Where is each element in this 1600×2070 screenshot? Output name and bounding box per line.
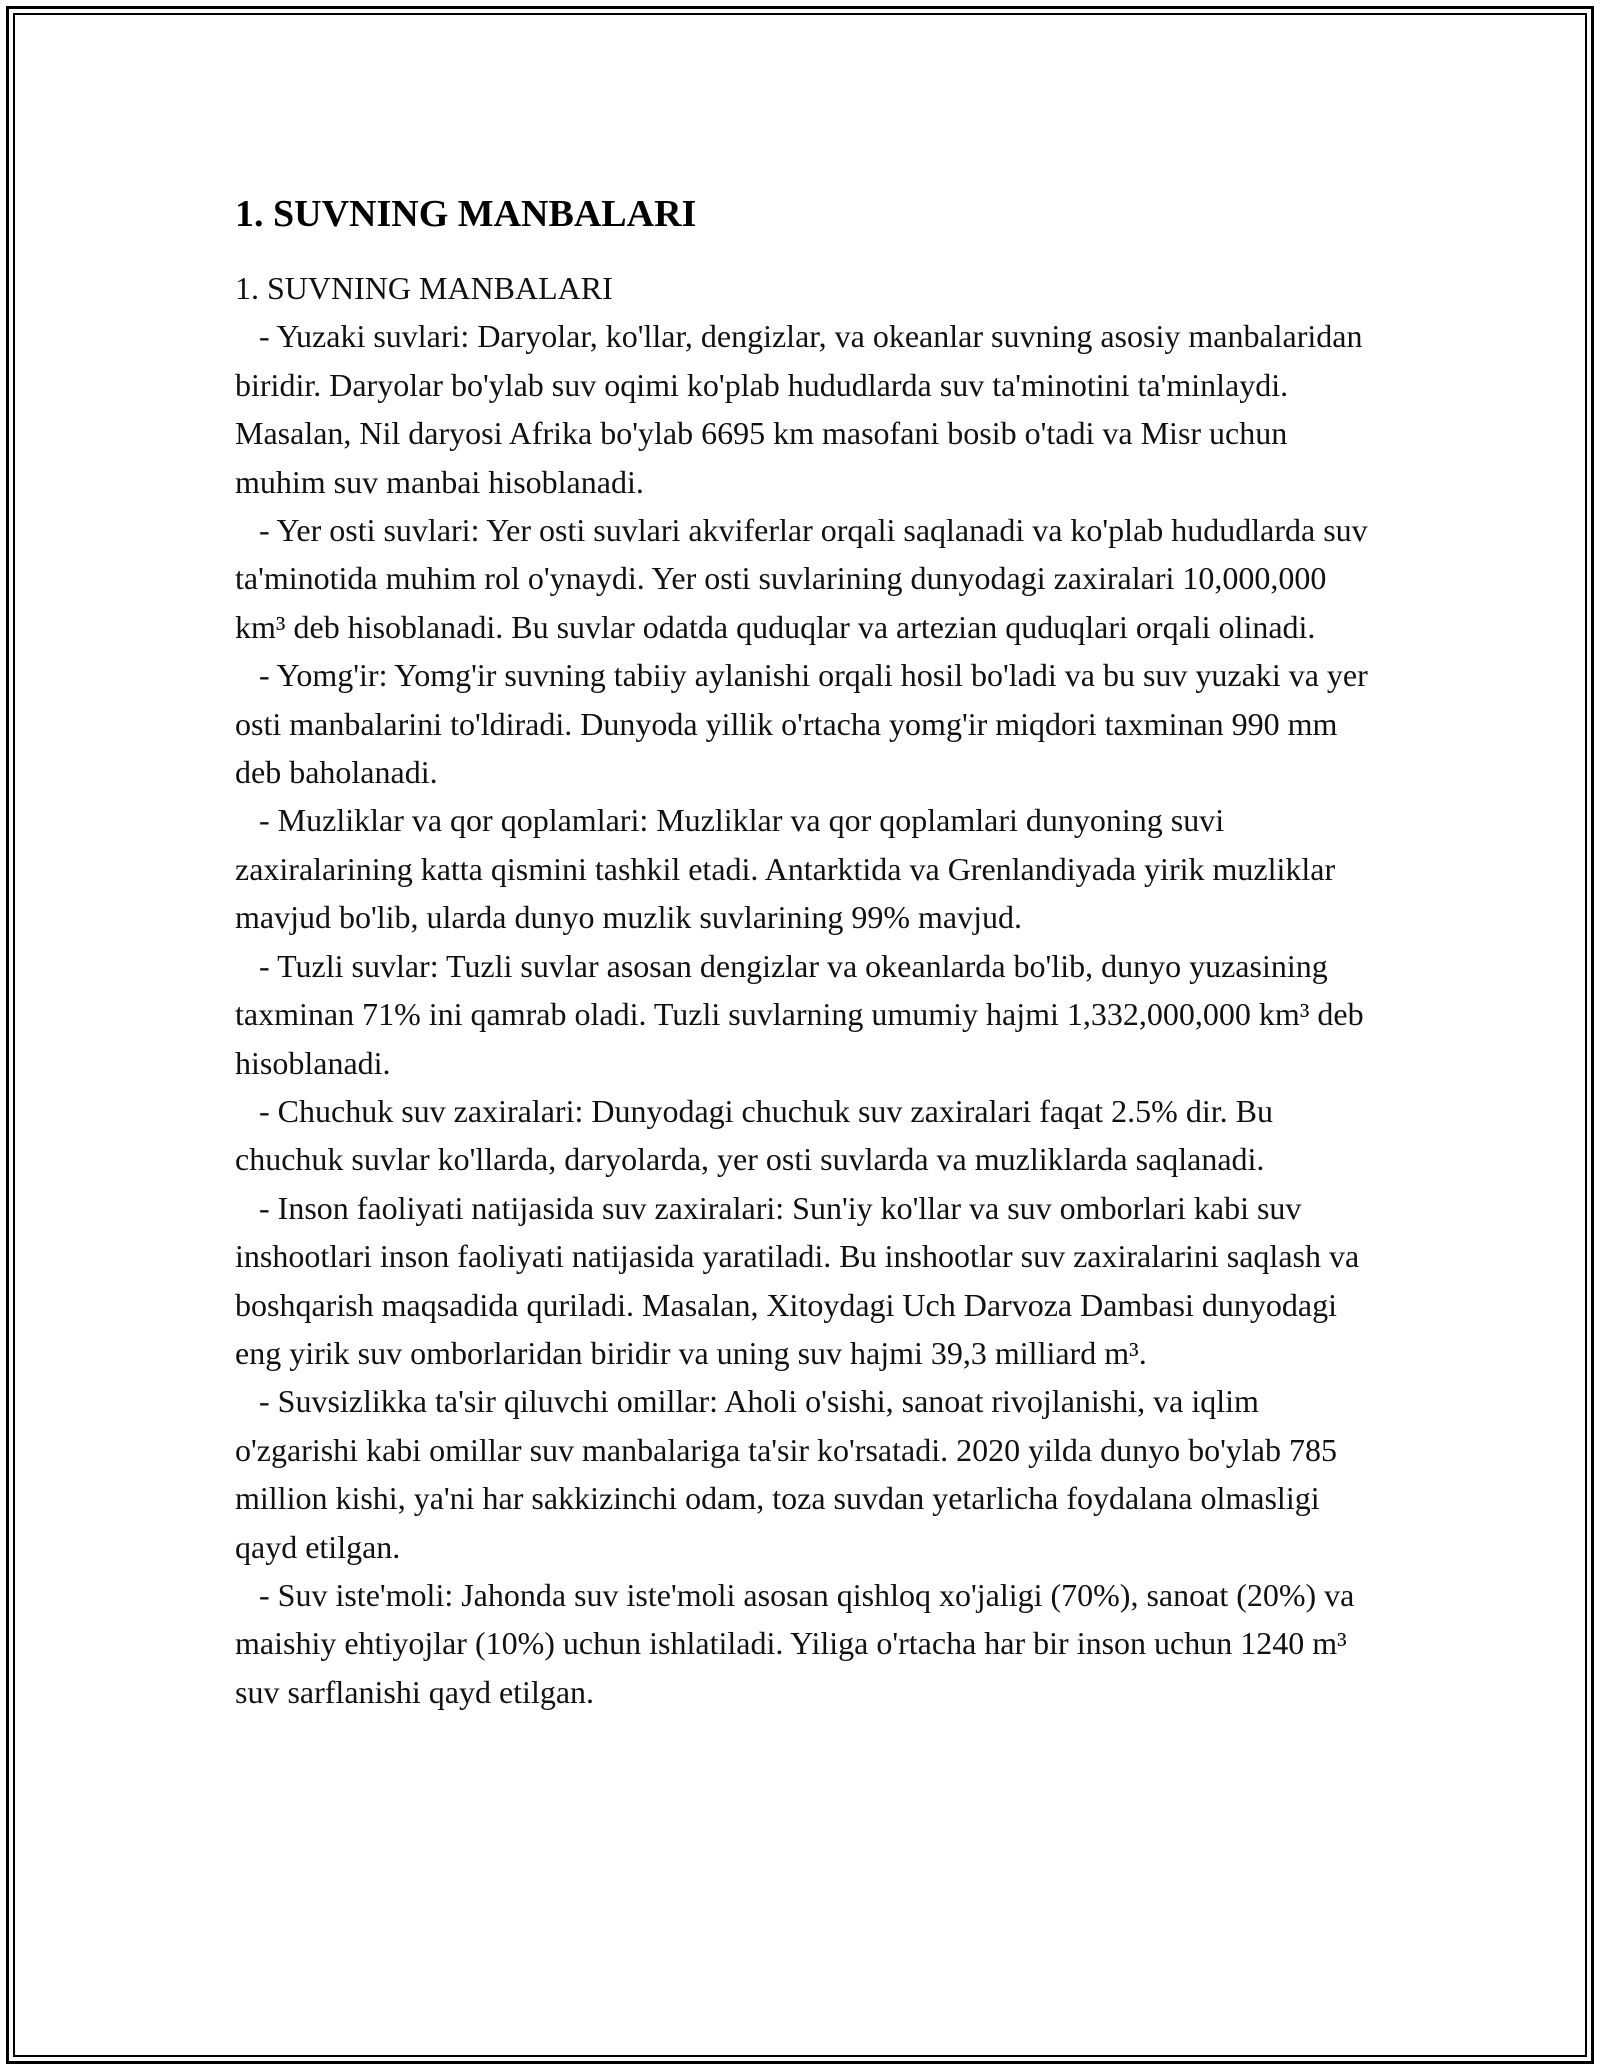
paragraph-scarcity-factors: - Suvsizlikka ta'sir qiluvchi omillar: Aholi o'sishi, sanoat rivojlanishi, va iqlim o'zgarishi kabi omillar suv manbalariga ta'sir ko'rsatadi. 2020 yilda dunyo bo'ylab 785 million kishi, ya'ni har sakkizinchi odam, toza suvdan yetarlicha foydalana olmasligi qayd etilgan. <box>235 1383 1345 1565</box>
paragraph-salt-water: - Tuzli suvlar: Tuzli suvlar asosan dengizlar va okeanlarda bo'lib, dunyo yuzasining taxminan 71% ini qamrab oladi. Tuzli suvlarning umumiy hajmi 1,332,000,000 km³ deb hisoblanadi. <box>235 947 1372 1081</box>
paragraph-groundwater: - Yer osti suvlari: Yer osti suvlari akviferlar orqali saqlanadi va ko'plab hududlarda suv ta'minotida muhim rol o'ynaydi. Yer osti suvlarining dunyodagi zaxiralari 10,000,000 km³ deb hisoblanadi. Bu suvlar odatda quduqlar va artezian quduqlari orqali olinadi. <box>235 512 1376 645</box>
paragraph-water-consumption: - Suv iste'moli: Jahonda suv iste'moli asosan qishloq xo'jaligi (70%), sanoat (20%) va maishiy ehtiyojlar (10%) uchun ishlatiladi. Yiliga o'rtacha har bir inson uchun 1240 m³ suv sarflanishi qayd etilgan. <box>235 1576 1363 1710</box>
intro-line: 1. SUVNING MANBALARI <box>235 270 613 306</box>
paragraph-rain: - Yomg'ir: Yomg'ir suvning tabiiy aylanishi orqali hosil bo'ladi va bu suv yuzaki va yer osti manbalarini to'ldiradi. Dunyoda yillik o'rtacha yomg'ir miqdori taxminan 990 mm deb baholanadi. <box>235 657 1376 791</box>
paragraph-glaciers: - Muzliklar va qor qoplamlari: Muzliklar va qor qoplamlari dunyoning suvi zaxiralarining katta qismini tashkil etadi. Antarktida va Grenlandiyada yirik muzliklar mavjud bo'lib, ularda dunyo muzlik suvlarining 99% mavjud. <box>235 802 1344 936</box>
section-text <box>235 264 1375 1716</box>
section-heading: 1. SUVNING MANBALARI <box>235 193 697 235</box>
paragraph-human-reservoirs: - Inson faoliyati natijasida suv zaxiralari: Sun'iy ko'llar va suv omborlari kabi suv inshootlari inson faoliyati natijasida yaratiladi. Bu inshootlar suv zaxiralarini saqlash va boshqarish maqsadida quriladi. Masalan, Xitoydagi Uch Darvoza Dambasi dunyodagi eng yirik suv omborlaridan biridir va uning suv hajmi 39,3 milliard m³. <box>235 1189 1368 1371</box>
paragraph-surface-water: - Yuzaki suvlari: Daryolar, ko'llar, dengizlar, va okeanlar suvning asosiy manbalaridan biridir. Daryolar bo'ylab suv oqimi ko'plab hududlarda suv ta'minotini ta'minlaydi. Masalan, Nil daryosi Afrika bo'ylab 6695 km masofani bosib o'tadi va Misr uchun muhim suv manbai hisoblanadi. <box>235 318 1371 500</box>
document-body <box>235 186 1375 1716</box>
paragraph-fresh-water: - Chuchuk suv zaxiralari: Dunyodagi chuchuk suv zaxiralari faqat 2.5% dir. Bu chuchuk suvlar ko'llarda, daryolarda, yer osti suvlarda va muzliklarda saqlanadi. <box>235 1092 1281 1178</box>
